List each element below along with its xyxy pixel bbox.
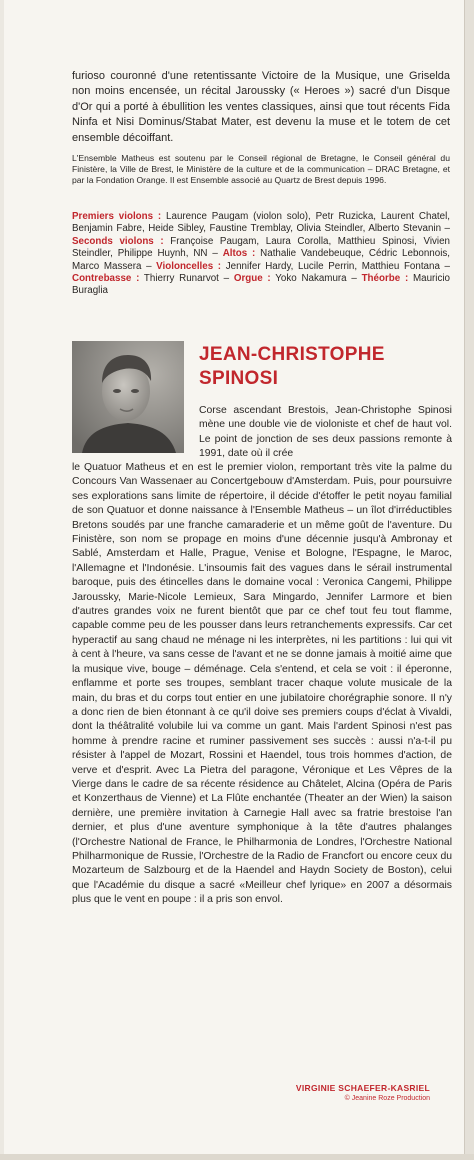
title-line-2: SPINOSI [199,368,279,389]
label-violas: Altos : [222,248,256,260]
support-paragraph: L'Ensemble Matheus est soutenu par le Conseil régional de Bretagne, le Conseil général du Finistère, la Ville de Brest, le Ministère de la culture et de la communication – DRAC Bretagne, et par la Fondation Orange. Il est Ensemble associé au Quartz de Brest depuis 1996. [72,153,450,185]
first-violins: Laurence Paugam (violon solo), Petr Ruzicka, Laurent Chatel, Benjamin Fabre, Heide Sibley, Faustine Tremblay, Olivia Steindler, Alberto Stevanin – [72,211,450,235]
label-cellos: Violoncelles : [156,260,222,272]
organ: Yoko Nakamura – [270,273,362,285]
theorbo: Mauricio Buraglia [72,273,450,297]
label-second-violins: Seconds violons : [72,235,164,247]
personnel-list [72,211,450,298]
page-left-edge [0,0,4,1160]
second-violins: Françoise Paugam, Laura Corolla, Matthieu Spinosi, Vivien Steindler, Philippe Huynh, NN – [72,235,450,260]
portrait-photo [72,341,184,453]
bio-body: le Quatuor Matheus et en est le premier violon, remportant très vite la palme du Concours Van Wassenaer au Concertgebouw d'Amsterdam. Puis, pour poursuivre ses explorations sans limite de répertoire, il décide d'étoffer le petit noyau familial de son Quatuor et donne naissance à l'Ensemble Matheus – un îlot d'irréductibles Bretons soudés par une franche camaraderie et un même goût de l'aventure. Du Finistère, son nom se propage en moins d'une décennie jusqu'à Ambronay et Sablé, Amsterdam et Halle, Prague, Venise et Bologne, l'Espagne, le Maroc, l'Allemagne et l'Indonésie. L'insoumis fait des vagues dans le sérail instrumental baroque, puis des étincelles dans le domaine vocal : Veronica Cangemi, Philippe Jaroussky, Marie-Nicole Lemieux, Sara Mingardo, Jennifer Larmore et bien d'autres grandes voix ne furent bientôt que par ce chef tout feu tout flamme, capable comme peu de les pousser dans leurs retranchements expressifs. Car cet hyperactif au sang chaud ne ménage ni les interprètes, ni les partitions : lui qui vit à cent à l'heure, va sans cesse de l'avant et ne se donne jamais à moitié aime que la musique vive, bouge – déménage. Cela s'entend, et cela se voit : il éperonne, enflamme et porte ses troupes, semblant tracer chaque volute musicale de la main, du bras et du corps tout entier en une jubilatoire chorégraphie sonore. Il n'y a donc rien de bien étonnant à ce qu'il doive ses premiers coups d'éclat à Vivaldi, dont la théâtralité volubile lui va comme un gant. Mais l'ardent Spinosi n'est pas homme à prendre racine et ruminer passivement ses succès : aussi n'a-t-il pu résister à l'appel de Mozart, Rossini et Haendel, tous trois hommes d'action, de verve et d'esprit. Avec La Pietra del paragone, Véronique et Les Vêpres de la Vierge dans le cadre de sa récente résidence au Châtelet, Alcina (Opéra de Paris et Konzerthaus de Vienne) et La Flûte enchantée (Theater an der Wien) la saison dernière, une première invitation à Carnegie Hall avec sa fratrie brestoise l'an dernier, et plus d'une aventure symphonique à la tête d'autres phalanges (l'Orchestre National de France, le Philharmonia de Londres, l'Orchestre National Philharmonique de Russie, l'Orchestre de la Radio de Francfort ou encore ceux du Mozarteum de Salzbourg et de la Haendel and Haydn Society de Boston), celui que l'Académie du disque a sacré «Meilleur chef lyrique» en 2007 a désormais plus que le vent en poupe : il a pris son envol. [72,462,452,906]
author-name: VIRGINIE SCHAEFER-KASRIEL [295,1083,430,1093]
page-right-edge [464,0,474,1160]
intro-paragraph: furioso couronné d'une retentissante Victoire de la Musique, une Griselda non moins encensée, un récital Jaroussky (« Heroes ») sacré d'un Disque d'Or qui a porté à ébullition les ventes classiques, ainsi que tout récents Fida Ninfa et Nisi Dominus/Stabat Mater, est devenu la muse et le totem de cet ensemble décoiffant. [72,70,450,144]
artist-name-title [199,343,385,391]
label-organ: Orgue : [233,273,271,285]
double-bass: Thierry Runarvot – [139,273,234,285]
label-double-bass: Contrebasse : [72,273,140,285]
signature-block [296,1083,430,1102]
title-line-1: JEAN-CHRISTOPHE [199,344,385,365]
cellos: Jennifer Hardy, Lucile Perrin, Matthieu Fontana – [221,260,450,272]
label-theorbo: Théorbe : [361,273,409,285]
page-bottom-edge [0,1154,474,1160]
portrait-image [72,341,184,453]
label-first-violins: Premiers violons : [72,211,162,222]
copyright-credit: © Jeanine Roze Production [344,1095,430,1102]
bio-intro: Corse ascendant Brestois, Jean-Christophe Spinosi mène une double vie de violoniste et chef de haut vol. Le point de jonction de ses deux passions remonte à 1991, date où il crée [199,405,452,459]
violas: Nathalie Vandebeuque, Cédric Lebonnois, Marco Massera – [72,248,450,272]
